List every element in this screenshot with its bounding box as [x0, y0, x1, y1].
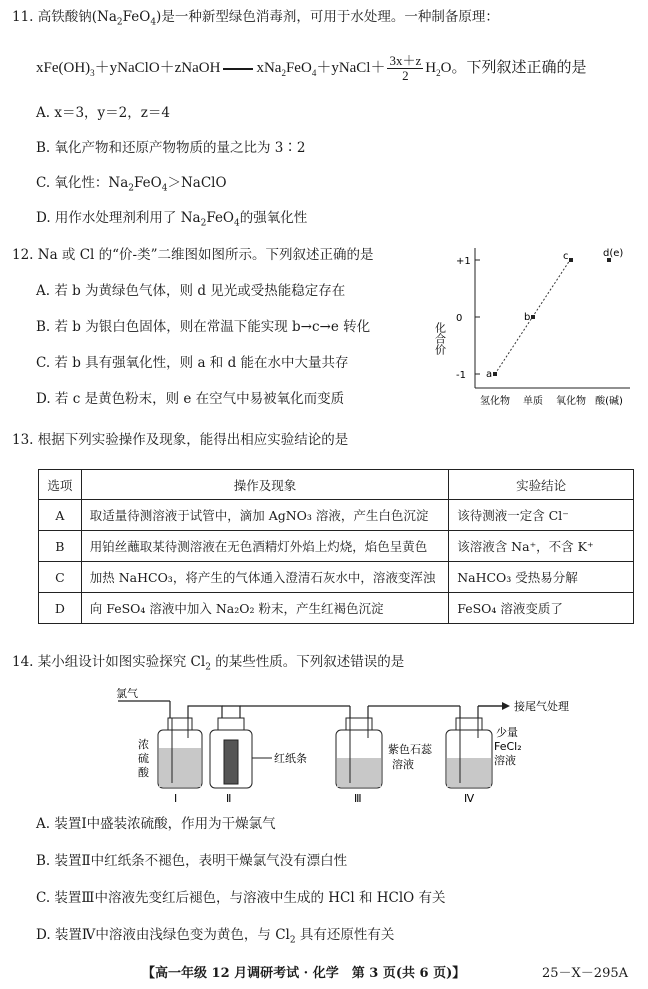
- q14-option-d: D. 装置Ⅳ中溶液由浅绿色变为黄色，与 $Cl_2$ 具有还原性有关: [36, 927, 395, 946]
- q12-option-c: C. 若 b 具有强氧化性，则 a 和 d 能在水中大量共存: [36, 355, 349, 371]
- q14-option-a: A. 装置Ⅰ中盛装浓硫酸，作用为干燥氯气: [36, 816, 276, 832]
- bottle4-label-1: 少量: [496, 726, 518, 739]
- table-row: [39, 562, 634, 593]
- table-row: [39, 500, 634, 531]
- q12-option-a: A. 若 b 为黄绿色气体，则 d 见光或受热能稳定存在: [36, 283, 346, 299]
- q11-option-d: D. 用作水处理剂利用了 $Na_2FeO_4$的强氧化性: [36, 210, 308, 229]
- page-footer: 【高一年级 12 月调研考试 · 化学 第 3 页(共 6 页)】: [142, 966, 466, 981]
- bottle3-label-1: 紫色石蕊: [388, 743, 432, 756]
- bottle-2: [210, 718, 272, 788]
- y-tick-label: +1: [456, 256, 471, 267]
- row-conclusion: FeSO₄ 溶液变质了: [449, 593, 634, 624]
- bottle1-label-3: 酸: [138, 766, 149, 779]
- bottle-4: [446, 718, 492, 788]
- table-row: [39, 593, 634, 624]
- y-tick-label: -1: [456, 370, 466, 381]
- bottle3-label-2: 溶液: [392, 758, 414, 771]
- label-II: Ⅱ: [226, 792, 232, 805]
- point-label: b: [524, 312, 531, 323]
- q11-equation: $xFe(OH)_3+yNaClO+zNaOH$ xNa$_2$FeO$_4$＋yNaCl＋ $\frac{3x+z}{2}$ $H_2O$。下列叙述正确的是: [36, 53, 587, 83]
- table-header: 选项: [39, 470, 82, 500]
- label-I: Ⅰ: [174, 792, 178, 805]
- bottle1-label-2: 硫: [138, 752, 149, 765]
- point-label: a: [486, 369, 493, 380]
- coefficient-fraction: $\frac{3x+z}{2}$: [389, 53, 422, 83]
- table-header-row: [39, 470, 634, 500]
- q13-stem: 13. 根据下列实验操作及现象，能得出相应实验结论的是: [12, 432, 349, 448]
- row-operation: 取适量待测溶液于试管中，滴加 AgNO₃ 溶液，产生白色沉淀: [81, 500, 448, 531]
- equals-arrow: [223, 68, 253, 70]
- q12-stem: 12. Na 或 Cl 的“价-类”二维图如图所示。下列叙述正确的是: [12, 247, 374, 263]
- row-operation: 加热 NaHCO₃，将产生的气体通入澄清石灰水中，溶液变浑浊: [81, 562, 448, 593]
- q11-option-b: B. 氧化产物和还原产物物质的量之比为 3∶2: [36, 140, 306, 156]
- bottle2-label: 红纸条: [274, 752, 307, 765]
- data-point: [569, 258, 573, 262]
- bottle-1: [158, 718, 202, 788]
- bottle4-label-2: FeCl₂: [494, 740, 522, 753]
- q11-stem: 11. 高铁酸钠$(Na_2FeO_4)$是一种新型绿色消毒剂，可用于水处理。一种制备原理：: [12, 9, 499, 28]
- bottle4-label-3: 溶液: [494, 754, 516, 767]
- y-tick-label: 0: [456, 313, 463, 324]
- q14-option-c: C. 装置Ⅲ中溶液先变红后褪色，与溶液中生成的 HCl 和 HClO 有关: [36, 890, 446, 906]
- experiment-table: [38, 469, 634, 624]
- row-conclusion: 该待测液一定含 Cl⁻: [449, 500, 634, 531]
- label-III: Ⅲ: [354, 792, 362, 805]
- table-row: [39, 531, 634, 562]
- inlet-label: 氯气: [116, 688, 138, 700]
- row-conclusion: 该溶液含 Na⁺，不含 K⁺: [449, 531, 634, 562]
- bottle1-label-1: 浓: [138, 738, 149, 751]
- x-tick-label: 氧化物: [556, 396, 586, 407]
- x-tick-label: 氢化物: [480, 396, 510, 407]
- q12-option-b: B. 若 b 为银白色固体，则在常温下能实现 b→c→e 转化: [36, 319, 371, 335]
- row-conclusion: NaHCO₃ 受热易分解: [449, 562, 634, 593]
- paper-code: 25－X－295A: [542, 966, 628, 981]
- table-header: 实验结论: [449, 470, 634, 500]
- q14-option-b: B. 装置Ⅱ中红纸条不褪色，表明干燥氯气没有漂白性: [36, 853, 348, 869]
- outlet-label: 接尾气处理: [514, 700, 569, 713]
- q11-option-a: A. x＝3，y＝2，z＝4: [36, 105, 170, 121]
- table-header: 操作及现象: [81, 470, 448, 500]
- x-tick-label: 单质: [523, 396, 543, 407]
- point-label: d(e): [603, 248, 624, 259]
- data-point: [531, 315, 535, 319]
- q14-stem: 14. 某小组设计如图实验探究 $Cl_2$ 的某些性质。下列叙述错误的是: [12, 654, 405, 673]
- valence-class-chart: [430, 240, 635, 415]
- label-IV: Ⅳ: [464, 792, 475, 805]
- data-point: [493, 372, 497, 376]
- q12-option-d: D. 若 c 是黄色粉末，则 e 在空气中易被氧化而变质: [36, 391, 345, 407]
- q11-option-c: C. 氧化性：$Na_2FeO_4>NaClO$: [36, 175, 227, 194]
- row-option: D: [39, 593, 82, 624]
- apparatus-diagram: [110, 688, 600, 806]
- bottle-3: [336, 718, 382, 788]
- row-option: C: [39, 562, 82, 593]
- row-operation: 用铂丝蘸取某待测溶液在无色酒精灯外焰上灼烧，焰色呈黄色: [81, 531, 448, 562]
- x-tick-label: 酸(碱): [595, 396, 623, 407]
- row-option: B: [39, 531, 82, 562]
- row-option: A: [39, 500, 82, 531]
- row-operation: 向 FeSO₄ 溶液中加入 Na₂O₂ 粉末，产生红褐色沉淀: [81, 593, 448, 624]
- point-label: c: [563, 251, 569, 262]
- chart-ylabel: 化合价: [433, 322, 447, 355]
